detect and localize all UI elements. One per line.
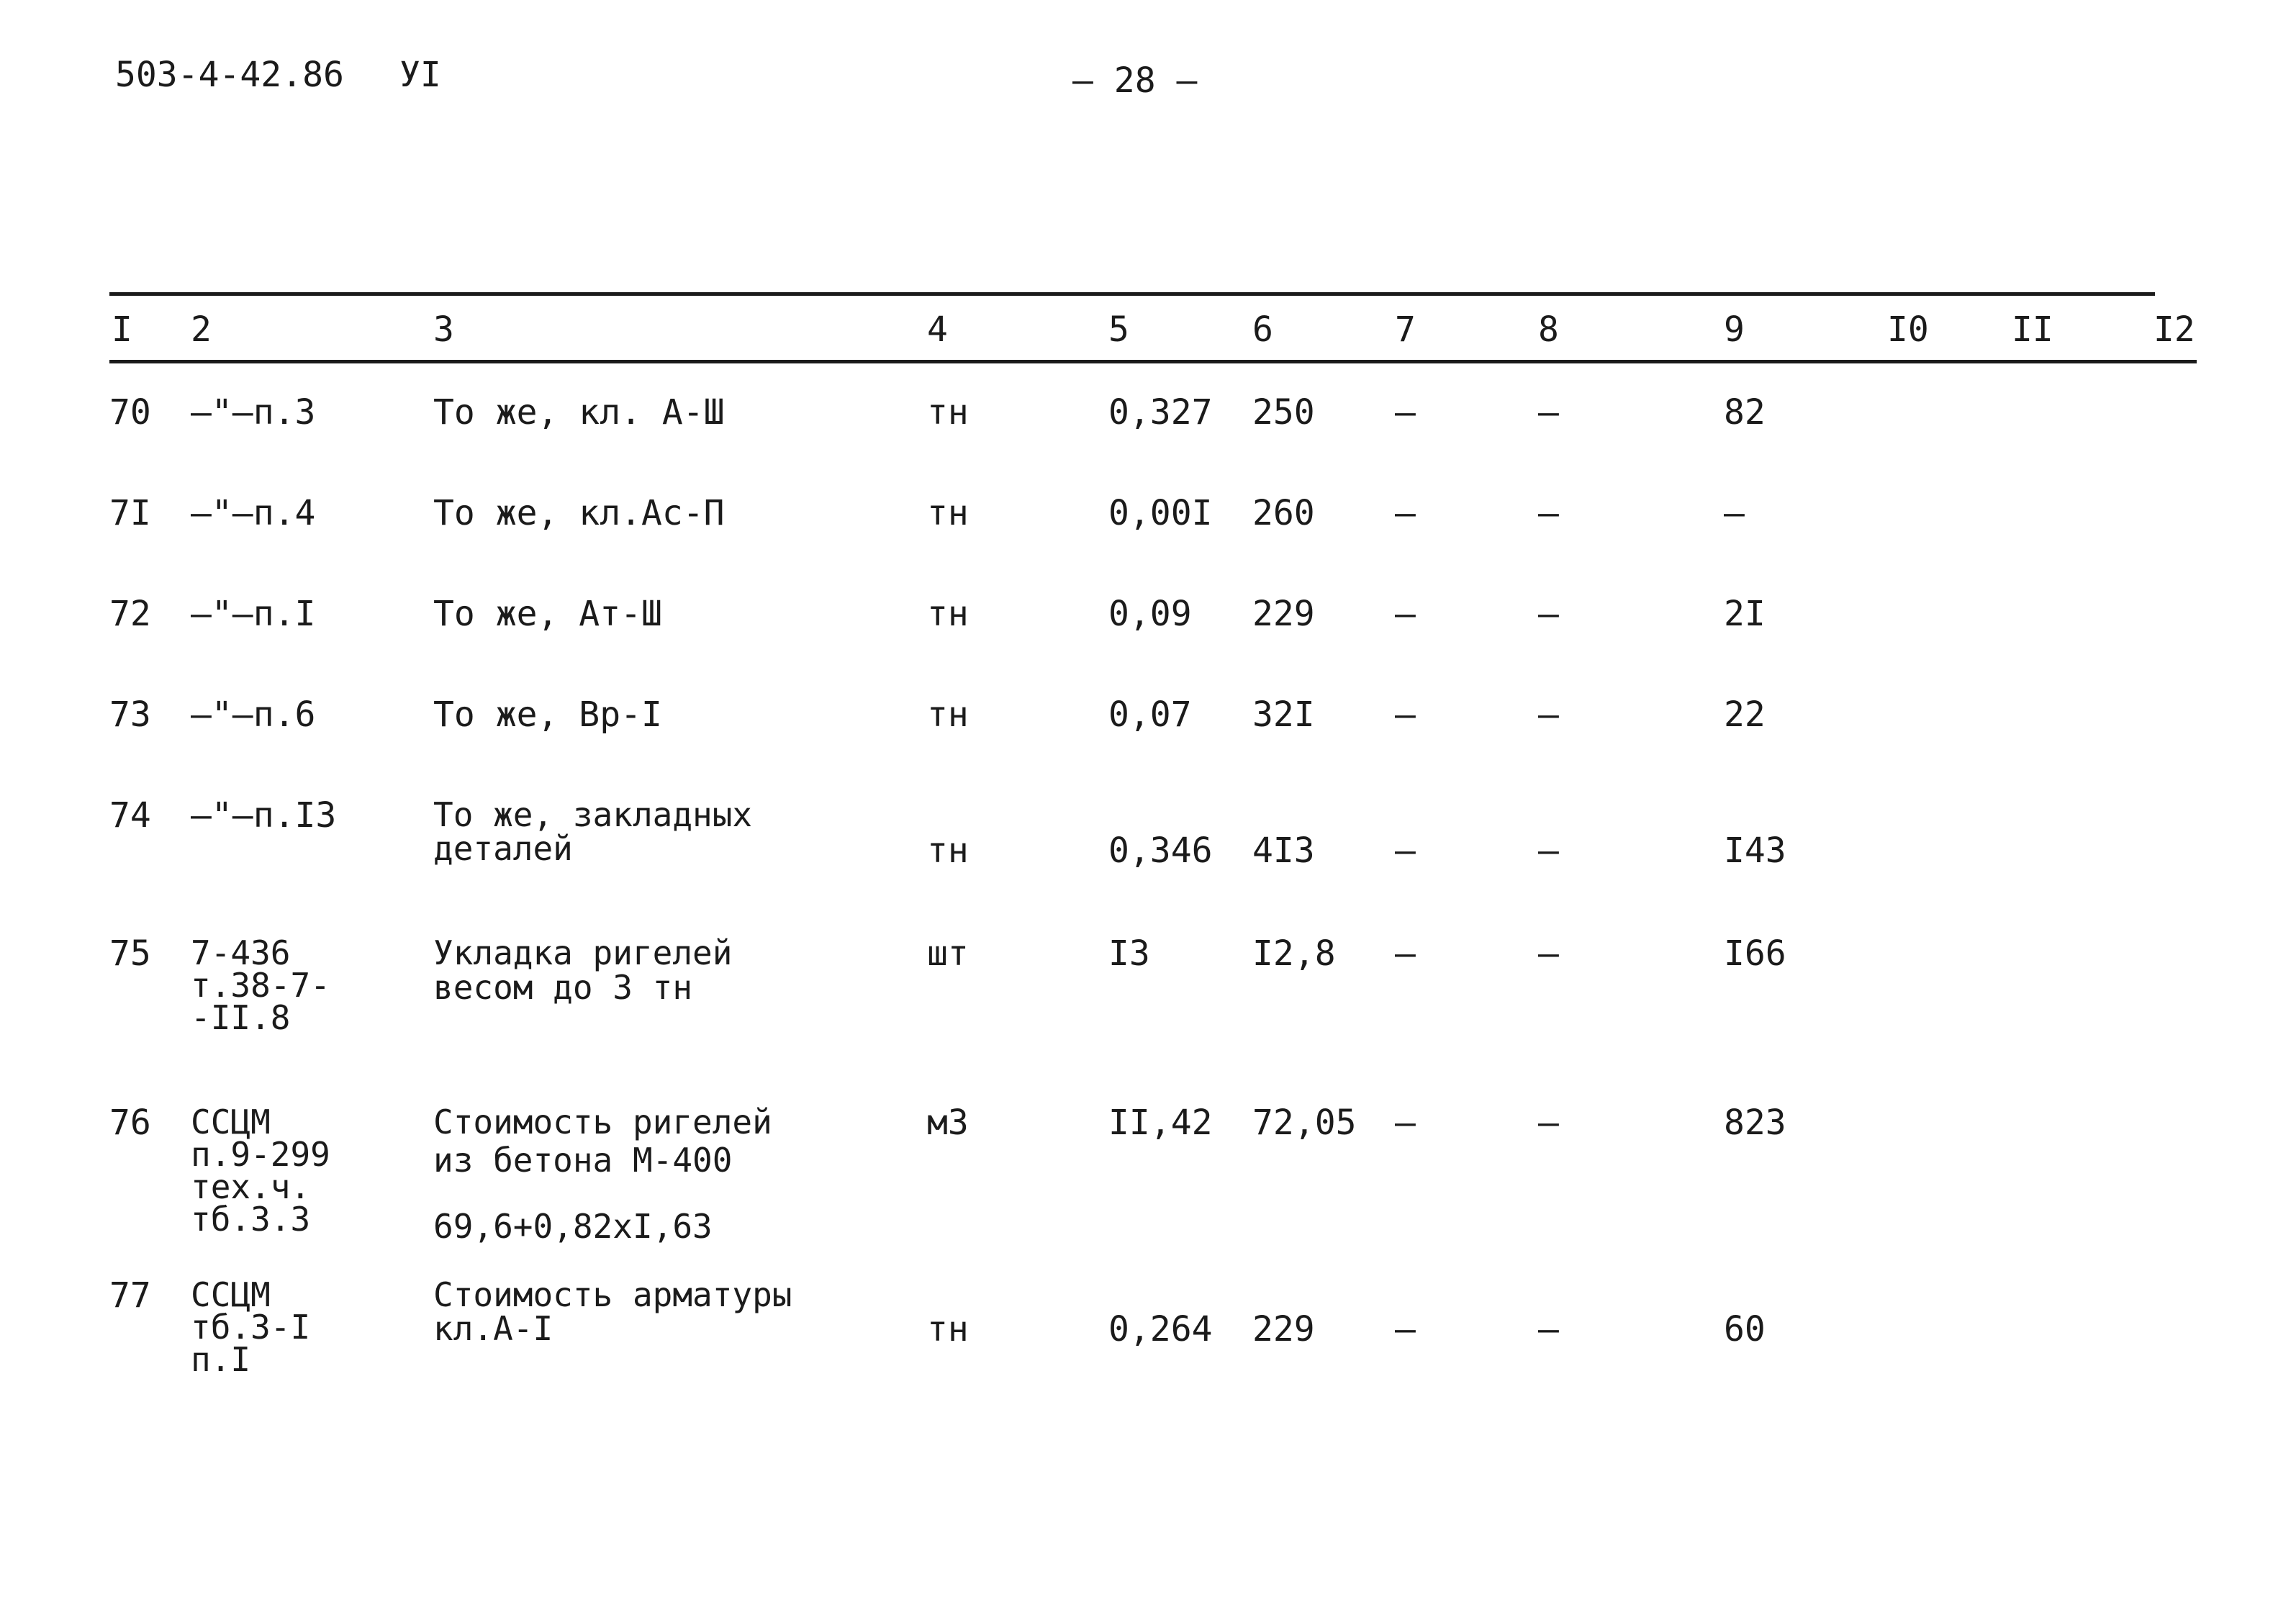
description: То же, Вр-I: [433, 695, 662, 735]
col8-value: –: [1538, 1103, 1559, 1143]
reference-code: –"–п.4: [191, 493, 316, 533]
col7-value: –: [1395, 1309, 1416, 1349]
row-number: 75: [109, 933, 151, 974]
total-value: –: [1724, 493, 1745, 533]
reference-code-line: 7-436: [191, 933, 291, 972]
doc-code: 503-4-42.86: [115, 55, 344, 95]
reference-code-line: п.9-299: [191, 1135, 330, 1174]
description-line: кл.А-I: [433, 1309, 553, 1348]
reference-code-line: -II.8: [191, 998, 291, 1037]
description: То же, Ат-Ш: [433, 594, 662, 634]
quantity: 0,264: [1108, 1309, 1213, 1349]
description-line: деталей: [433, 829, 573, 868]
col7-value: –: [1395, 392, 1416, 433]
quantity: 0,09: [1108, 594, 1192, 634]
column-header: 3: [433, 309, 454, 350]
column-header: 5: [1108, 309, 1129, 350]
column-header: 4: [927, 309, 948, 350]
row-number: 74: [109, 795, 151, 836]
col7-value: –: [1395, 594, 1416, 634]
unit: м3: [927, 1103, 969, 1143]
quantity: 0,327: [1108, 392, 1213, 433]
reference-code-line: тб.3.3: [191, 1200, 311, 1239]
quantity: 0,00I: [1108, 493, 1213, 533]
col7-value: –: [1395, 695, 1416, 735]
unit-price: 4I3: [1252, 831, 1315, 871]
unit: тн: [927, 695, 969, 735]
total-value: 82: [1724, 392, 1766, 433]
unit-price: 229: [1252, 594, 1315, 634]
volume-label: УI: [399, 55, 441, 95]
col8-value: –: [1538, 493, 1559, 533]
col8-value: –: [1538, 1309, 1559, 1349]
reference-code-line: п.I: [191, 1340, 251, 1379]
column-header: 6: [1252, 309, 1273, 350]
quantity: 0,07: [1108, 695, 1192, 735]
row-number: 72: [109, 594, 151, 634]
total-value: 60: [1724, 1309, 1766, 1349]
description-line: Стоимость арматуры: [433, 1275, 792, 1314]
quantity: 0,346: [1108, 831, 1213, 871]
unit-price: 229: [1252, 1309, 1315, 1349]
column-header: 7: [1395, 309, 1416, 350]
total-value: 2I: [1724, 594, 1766, 634]
unit: тн: [927, 493, 969, 533]
reference-code: –"–п.3: [191, 392, 316, 433]
unit: тн: [927, 1309, 969, 1349]
description-line: весом до 3 тн: [433, 968, 693, 1007]
row-number: 77: [109, 1275, 151, 1316]
page-number: – 28 –: [1072, 60, 1198, 101]
col8-value: –: [1538, 831, 1559, 871]
column-header: I2: [2153, 309, 2195, 350]
col8-value: –: [1538, 695, 1559, 735]
col8-value: –: [1538, 594, 1559, 634]
row-number: 70: [109, 392, 151, 433]
total-value: I43: [1724, 831, 1786, 871]
col8-value: –: [1538, 392, 1559, 433]
description-line: из бетона М-400: [433, 1141, 733, 1180]
col7-value: –: [1395, 493, 1416, 533]
quantity: II,42: [1108, 1103, 1213, 1143]
unit: тн: [927, 831, 969, 871]
col8-value: –: [1538, 933, 1559, 974]
reference-code-line: тех.ч.: [191, 1167, 311, 1206]
column-header: I: [112, 309, 132, 350]
reference-code-line: ССЦМ: [191, 1103, 271, 1141]
reference-code-line: ССЦМ: [191, 1275, 271, 1314]
unit-price: 72,05: [1252, 1103, 1357, 1143]
col7-value: –: [1395, 1103, 1416, 1143]
row-number: 73: [109, 695, 151, 735]
description-line: То же, закладных: [433, 795, 753, 834]
reference-code: –"–п.I3: [191, 795, 337, 836]
unit-price: I2,8: [1252, 933, 1336, 974]
col7-value: –: [1395, 933, 1416, 974]
description-line: Укладка ригелей: [433, 933, 733, 972]
column-header: I0: [1887, 309, 1929, 350]
unit: тн: [927, 594, 969, 634]
table-header-rule: [109, 360, 2197, 363]
quantity: I3: [1108, 933, 1150, 974]
column-header: II: [2012, 309, 2053, 350]
reference-code-line: тб.3-I: [191, 1308, 311, 1347]
column-header: 2: [191, 309, 212, 350]
unit: шт: [927, 933, 969, 974]
description-line: Стоимость ригелей: [433, 1103, 772, 1141]
table-top-rule: [109, 292, 2155, 296]
row-number: 76: [109, 1103, 151, 1143]
unit-price: 260: [1252, 493, 1315, 533]
reference-code: –"–п.I: [191, 594, 316, 634]
description: То же, кл. А-Ш: [433, 392, 725, 433]
unit-price: 250: [1252, 392, 1315, 433]
reference-code-line: т.38-7-: [191, 966, 330, 1005]
unit: тн: [927, 392, 969, 433]
row-number: 7I: [109, 493, 151, 533]
total-value: I66: [1724, 933, 1786, 974]
col7-value: –: [1395, 831, 1416, 871]
total-value: 823: [1724, 1103, 1786, 1143]
unit-price: 32I: [1252, 695, 1315, 735]
column-header: 9: [1724, 309, 1745, 350]
price-calculation: 69,6+0,82хI,63: [433, 1207, 713, 1246]
reference-code: –"–п.6: [191, 695, 316, 735]
total-value: 22: [1724, 695, 1766, 735]
column-header: 8: [1538, 309, 1559, 350]
description: То же, кл.Ас-П: [433, 493, 725, 533]
